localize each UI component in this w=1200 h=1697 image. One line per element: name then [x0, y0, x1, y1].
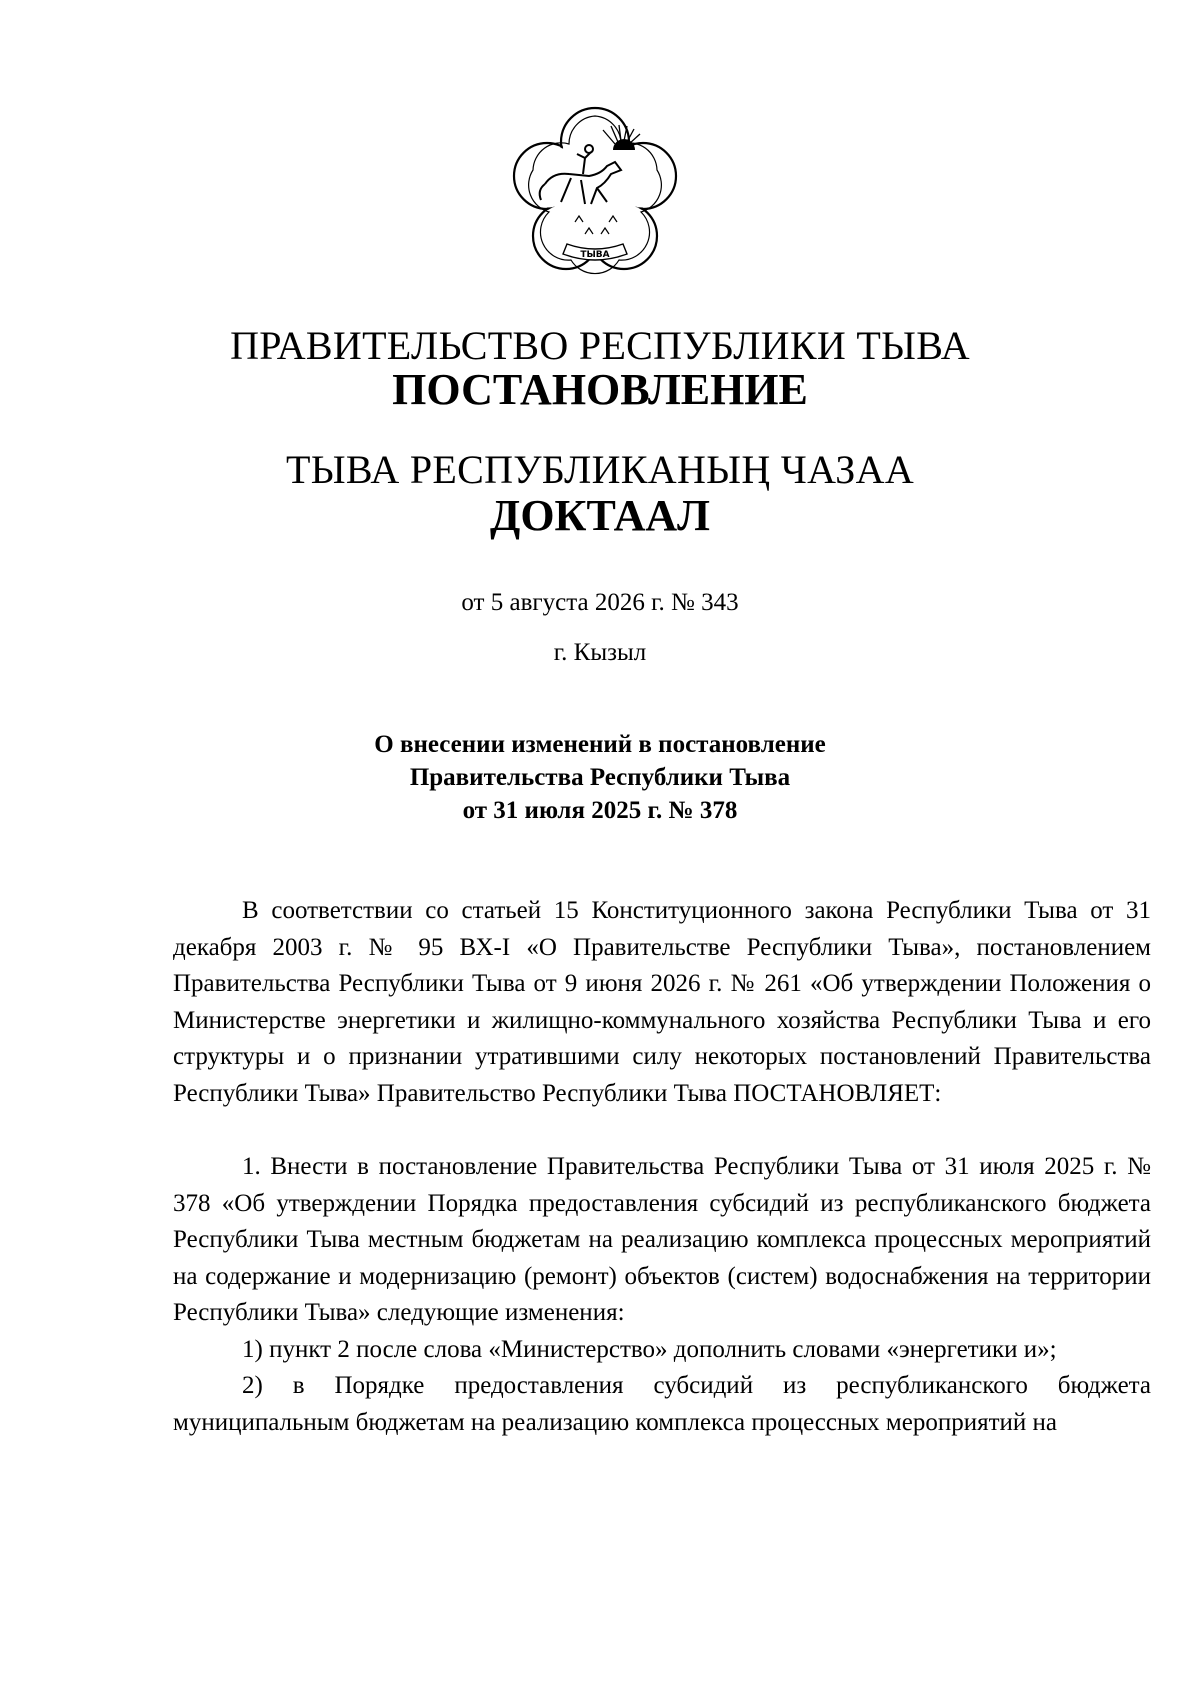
emblem [511, 104, 679, 280]
subitem-1-paragraph: 1) пункт 2 после слова «Министерство» дополнить словами «энергетики и»; [242, 1335, 1057, 1363]
item-1-paragraph: 1. Внести в постановление Правительства Республики Тыва от 31 июля 2025 г. № 378 «Об утверждении Порядка предоставления субсидий из республиканского бюджета Республики Тыва местным бюджетам на реализацию комплекса процессных мероприятий на содержание и модернизацию (ремонт) объектов (систем) водоснабжения на территории Республики Тыва» следующие изменения: [173, 1153, 1151, 1326]
title-line-1: О внесении изменений в постановление [374, 731, 826, 758]
title-line-3: от 31 июля 2025 г. № 378 [462, 797, 738, 824]
decree-heading-ru: ПОСТАНОВЛЕНИЕ [392, 365, 808, 414]
tuva-coat-of-arms-icon [511, 104, 679, 280]
document-title [300, 728, 900, 827]
decree-city: г. Кызыл [553, 639, 647, 666]
preamble-paragraph: В соответствии со статьей 15 Конституционного закона Республики Тыва от 31 декабря 2003 г. № 95 ВХ-I «О Правительстве Республики Тыва», постановлением Правительства Республики Тыва от 9 июня 2026 г. № 261 «Об утверждении Положения о Министерстве энергетики и жилищно-коммунального хозяйства Республики Тыва и его структуры и о признании утратившими силу некоторых постановлений Правительства Республики Тыва» Правительство Республики Тыва ПОСТАНОВЛЯЕТ: [173, 897, 1151, 1107]
decree-date-number: от 5 августа 2026 г. № 343 [461, 589, 739, 616]
document-body [173, 893, 1151, 1441]
government-name-ru: ПРАВИТЕЛЬСТВО РЕСПУБЛИКИ ТЫВА [230, 323, 970, 368]
emblem-ribbon-text: ТЫВА [580, 250, 610, 260]
title-line-2: Правительства Республики Тыва [409, 764, 791, 791]
government-name-tv: ТЫВА РЕСПУБЛИКАНЫҢ ЧАЗАА [285, 447, 915, 492]
subitem-2-paragraph: 2) в Порядке предоставления субсидий из республиканского бюджета муниципальным бюджетам на реализацию комплекса процессных мероприятий на [173, 1372, 1151, 1436]
decree-heading-tv: ДОКТААЛ [490, 491, 710, 540]
